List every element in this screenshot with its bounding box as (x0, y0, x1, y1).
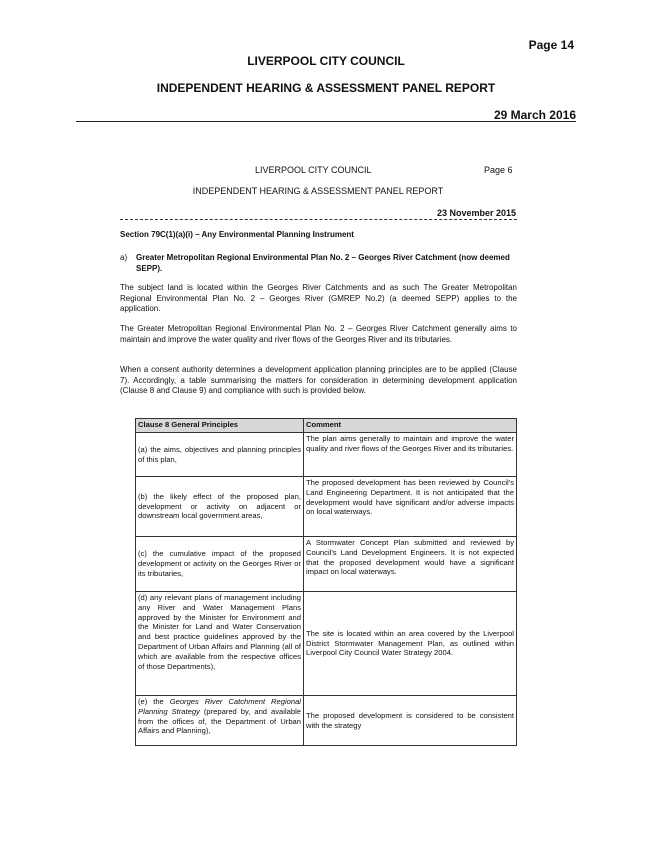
principle-cell: (c) the cumulative impact of the proposed development or activity on the Georges River or its tributaries, (136, 537, 304, 592)
item-a-title: Greater Metropolitan Regional Environmental Plan No. 2 – Georges River Catchment (now deemed SEPP). (136, 253, 510, 273)
item-a-marker: a) (120, 253, 128, 262)
section-heading: Section 79C(1)(a)(i) – Any Environmental Planning Instrument (120, 230, 354, 239)
inner-page-number: Page 6 (484, 165, 513, 175)
inner-report-title: INDEPENDENT HEARING & ASSESSMENT PANEL REPORT (192, 186, 444, 196)
table-row (136, 537, 517, 592)
principle-cell: (d) any relevant plans of management including any River and Water Management Plans approved by the Minister for Environment and the Minister for Land and Water Conservation and best practice guidelines approved by the Department of Urban Affairs and Planning (all of which are available from the respective offices of those Departments), (136, 592, 304, 696)
table-row (136, 433, 517, 477)
outer-header-divider (76, 121, 576, 122)
principle-cell: (b) the likely effect of the proposed plan, development or activity on adjacent or downstream local government areas, (136, 477, 304, 537)
paragraph-1: The subject land is located within the Georges River Catchments and as such The Greater Metropolitan Regional Environmental Plan No. 2 – Georges River (GMREP No.2) (a deemed SEPP) applies to the application. (120, 283, 517, 313)
paragraph-2: The Greater Metropolitan Regional Environmental Plan No. 2 – Georges River Catchment generally aims to maintain and improve the water quality and river flows of the Georges River and its tributaries. (120, 324, 517, 344)
table-header-principles: Clause 8 General Principles (136, 419, 304, 433)
outer-council-name: LIVERPOOL CITY COUNCIL (247, 54, 405, 68)
comment-cell: The proposed development has been reviewed by Council's Land Engineering Department. It is not anticipated that the development would have significant and/or adverse impacts on local waterways. (304, 477, 517, 537)
principle-text-post: (prepared by, and available from the offices of, the Department of Urban Affairs and Planning), (138, 706, 301, 736)
principle-cell: (a) the aims, objectives and planning principles of this plan, (136, 433, 304, 477)
table-row (136, 592, 517, 696)
principle-text-italic: Georges River Catchment Regional Planning Strategy (138, 697, 301, 716)
comment-cell: A Stormwater Concept Plan submitted and reviewed by Council's Land Development Engineers. It is not expected that the proposed development would have a significant impact on local waterways. (304, 537, 517, 592)
principle-text-pre: (e) the (138, 697, 170, 706)
principles-table (135, 418, 517, 746)
comment-cell: The plan aims generally to maintain and improve the water quality and river flows of the Georges River and its tributaries. (304, 433, 517, 477)
paragraph-3: When a consent authority determines a development application planning principles are to be applied (Clause 7). Accordingly, a table summarising the matters for consideration in determining development application (Clause 8 and Clause 9) and compliance with such is provided below. (120, 365, 517, 395)
inner-header-divider (120, 219, 517, 220)
outer-report-date: 29 March 2016 (493, 108, 576, 122)
principle-cell (136, 696, 304, 746)
comment-cell: The proposed development is considered to be consistent with the strategy (304, 696, 517, 746)
table-header-comment: Comment (304, 419, 517, 433)
table-header-row (136, 419, 517, 433)
inner-council-name: LIVERPOOL CITY COUNCIL (255, 165, 372, 175)
outer-report-title: INDEPENDENT HEARING & ASSESSMENT PANEL REPORT (156, 81, 496, 95)
table-row (136, 477, 517, 537)
outer-page-number: Page 14 (528, 38, 574, 52)
inner-report-date: 23 November 2015 (436, 208, 516, 218)
comment-cell: The site is located within an area covered by the Liverpool District Stormwater Management Plan, as outlined within Liverpool City Council Water Strategy 2004. (304, 592, 517, 696)
table-row (136, 696, 517, 746)
